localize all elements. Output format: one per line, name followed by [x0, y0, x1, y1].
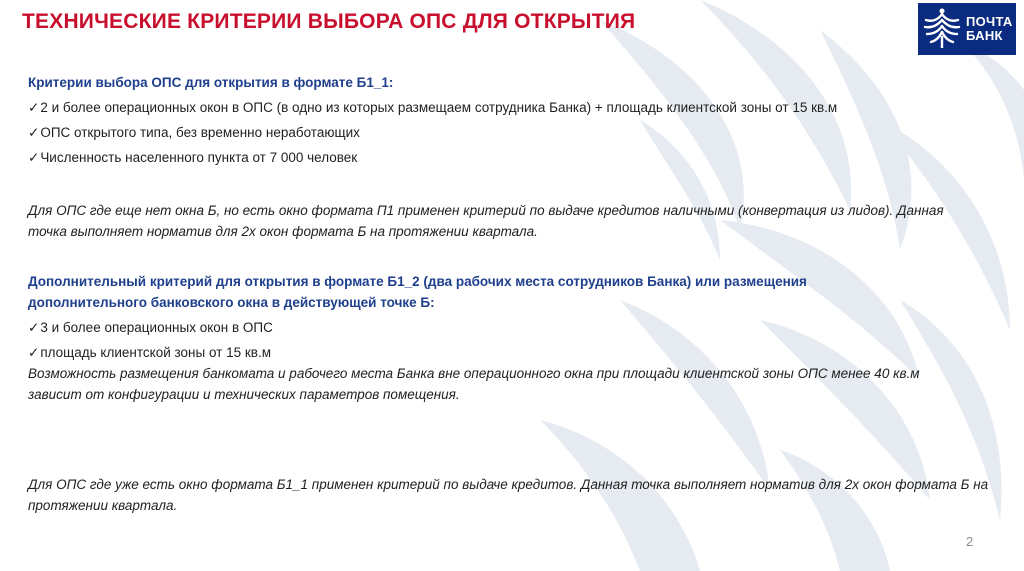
logo-line-1: ПОЧТА [966, 14, 1013, 29]
checkmark-icon: ✓ [28, 125, 40, 140]
section-2 [28, 271, 928, 405]
criteria-item [28, 97, 988, 118]
logo-line-2: БАНК [966, 28, 1003, 43]
section-1-heading: Критерии выбора ОПС для открытия в формате Б1_1: [28, 75, 394, 90]
section-1 [28, 72, 988, 168]
criteria-item-text: Численность населенного пункта от 7 000 человек [40, 150, 358, 165]
criteria-item-text: 2 и более операционных окон в ОПС (в одно из которых размещаем сотрудника Банка) + площадь клиентской зоны от 15 кв.м [40, 100, 838, 115]
section-1-note: Для ОПС где еще нет окна Б, но есть окно формата П1 применен критерий по выдаче кредитов наличными (конвертация из лидов). Данная точка выполняет норматив для 2х окон формата Б на протяжении квартала. [28, 203, 944, 239]
criteria-item [28, 317, 928, 338]
pochta-bank-logo [918, 3, 1016, 55]
slide-title: ТЕХНИЧЕСКИЕ КРИТЕРИИ ВЫБОРА ОПС ДЛЯ ОТКРЫТИЯ [22, 10, 636, 33]
criteria-item-text: 3 и более операционных окон в ОПС [40, 320, 273, 335]
criteria-item-text: ОПС открытого типа, без временно неработающих [40, 125, 360, 140]
section-3-note: Для ОПС где уже есть окно формата Б1_1 применен критерий по выдаче кредитов. Данная точка выполняет норматив для 2х окон формата Б на протяжении квартала. [28, 477, 989, 513]
checkmark-icon: ✓ [28, 100, 40, 115]
logo-text [966, 15, 1013, 43]
section-2-note: Возможность размещения банкомата и рабочего места Банка вне операционного окна при площади клиентской зоны ОПС менее 40 кв.м зависит от конфигурации и технических параметров помещения. [28, 366, 920, 402]
eagle-emblem-icon [922, 6, 962, 52]
criteria-item-text: площадь клиентской зоны от 15 кв.м [40, 345, 271, 360]
criteria-item [28, 342, 928, 363]
checkmark-icon: ✓ [28, 320, 40, 335]
criteria-item [28, 122, 988, 143]
page-number: 2 [966, 534, 974, 549]
section-2-heading: Дополнительный критерий для открытия в формате Б1_2 (два рабочих места сотрудников Банка) или размещения дополнительного банковского окна в действующей точке Б: [28, 274, 807, 310]
checkmark-icon: ✓ [28, 345, 40, 360]
checkmark-icon: ✓ [28, 150, 40, 165]
criteria-item [28, 147, 988, 168]
